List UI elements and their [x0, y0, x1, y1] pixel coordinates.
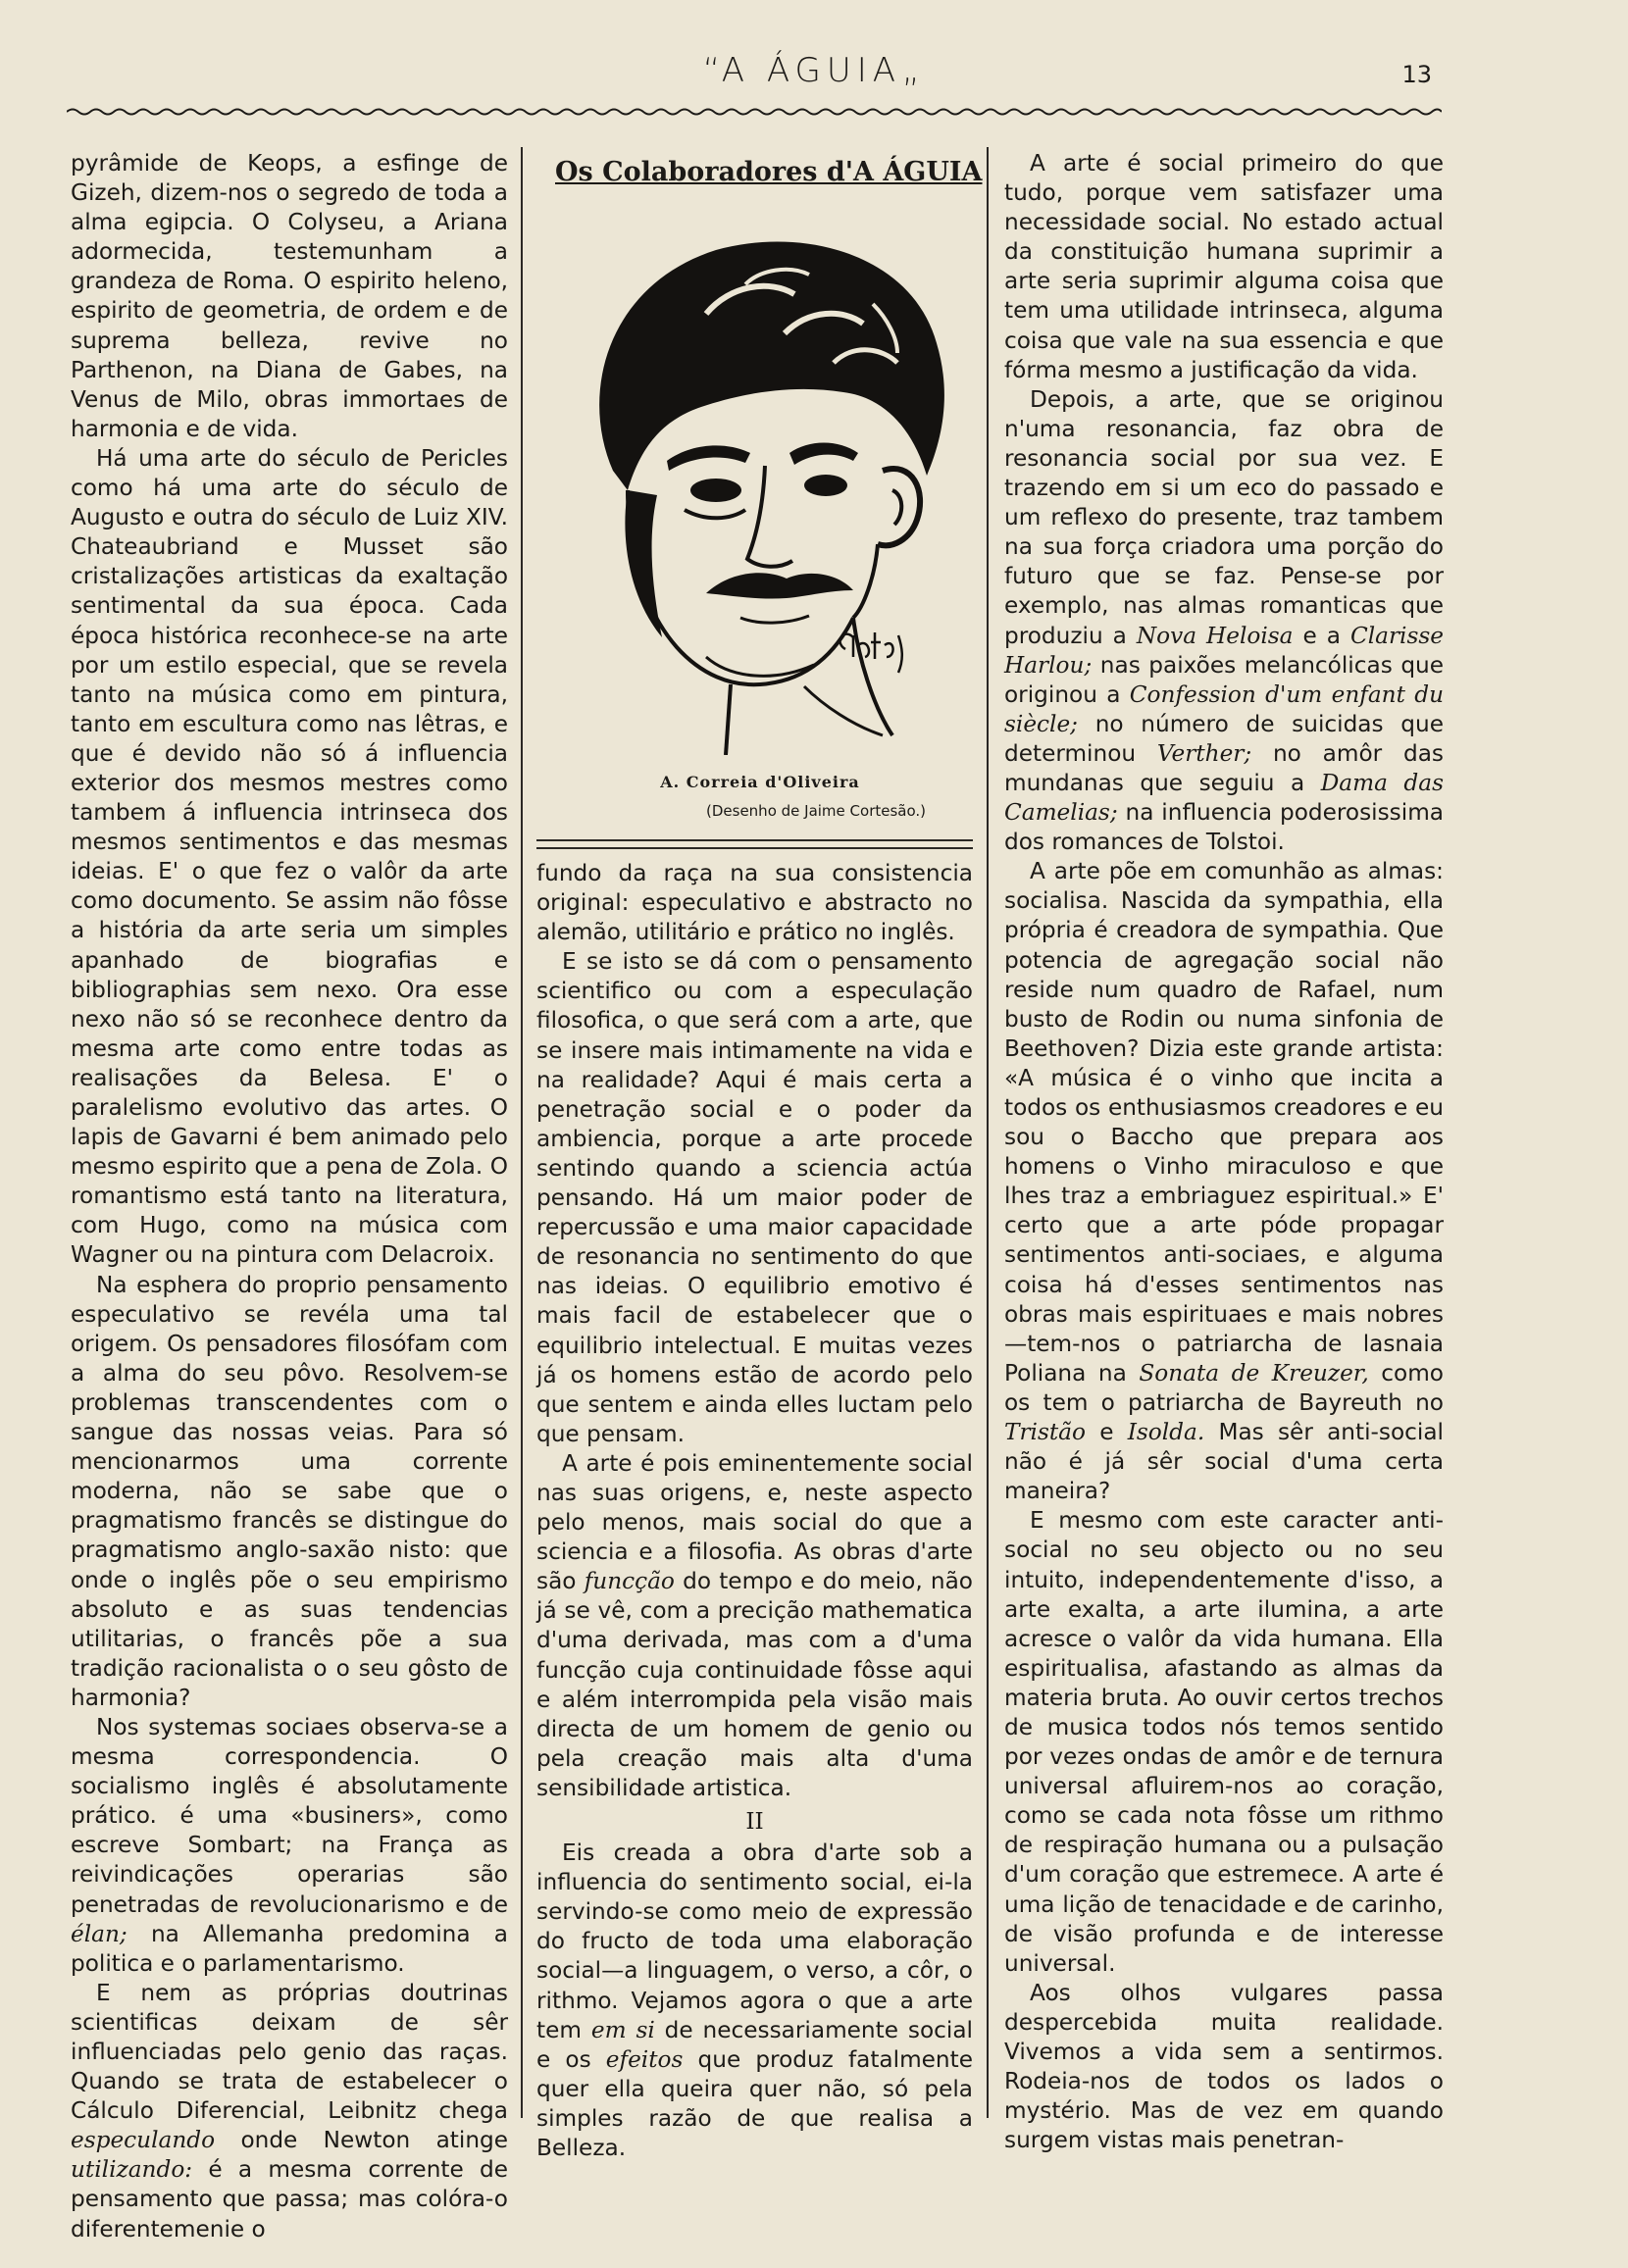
paragraph: A arte é social primeiro do que tudo, porque vem satisfazer uma necessidade social. No estado actual da constituição humana suprimir a arte seria suprimir alguma coisa que tem uma utilidade intrinseca, alguma coisa que vale na sua essencia e que fórma mesmo a justificação da vida. [1004, 150, 1444, 383]
portrait-drawing [559, 226, 971, 755]
paragraph: A arte é pois eminentemente social nas suas origens, e, neste aspecto pelo menos, mais social do que a sciencia e a filosofia. As obras d'arte são funcção do tempo e do meio, não já se vê, com a precição mathematica d'uma derivada, mas com a d'uma funcção cuja continuidade fôsse aqui e além interrompida pela visão mais directa de um homem de genio ou pela creação mais alta d'uma sensibilidade artistica. [536, 1449, 973, 1801]
column-left [71, 149, 508, 2244]
paragraph: E mesmo com este caracter anti-social no seu objecto ou no seu intuito, independentemente d'isso, a arte exalta, a arte ilumina, a arte acresce o valôr da vida humana. Ella espiritualisa, afastando as almas da materia bruta. Ao ouvir certos trechos de musica todos nós temos sentido por vezes ondas de amôr e de ternura universal afluirem-nos ao coração, como se cada nota fôsse um rithmo de respiração humana ou a pulsação d'um coração que estremece. A arte é uma lição de tenacidade e de carinho, de visão profunda e de interesse universal. [1004, 1507, 1444, 1977]
paragraph: Eis creada a obra d'arte sob a influencia do sentimento social, ei-la servindo-se como meio de expressão do fructo de toda uma elaboração social—a linguagem, o verso, a côr, o rithmo. Vejamos agora o que a arte tem em si de necessariamente social e os efeitos que produz fatalmente quer ella queira quer não, só pela simples razão de que realisa a Belleza. [536, 1840, 973, 2162]
running-title: “A ÁGUIA„ [702, 51, 926, 90]
column-middle [536, 859, 973, 2163]
header-wavy-rule [67, 106, 1442, 118]
portrait-caption-name: A. Correia d'Oliveira [660, 773, 860, 791]
column-divider [987, 147, 989, 2118]
paragraph: E nem as próprias doutrinas scientificas deixam de sêr influenciadas pelo genio das raças. Quando se trata de estabelecer o Cálculo Diferencial, Leibnitz chega especulando onde Newton atinge utilizando: é a mesma corrente de pensamento que passa; mas colóra-o diferentemenie o [71, 1979, 508, 2243]
paragraph: Nos systemas sociaes observa-se a mesma correspondencia. O socialismo inglês é absolutamente prático. é uma «businers», como escreve Sombart; na França as reivindicações operarias são penetradas de revolucionarismo e de élan; na Allemanha predomina a politica e o parlamentarismo. [71, 1713, 508, 1977]
section-number: II [745, 1808, 764, 1835]
column-divider [521, 147, 523, 2118]
box-rule [536, 847, 973, 849]
paragraph: Depois, a arte, que se originou n'uma resonancia, faz obra de resonancia social por sua vez. E trazendo em si um eco do passado e um reflexo do presente, traz tambem na sua força criadora uma porção do futuro que se faz. Pense-se por exemplo, nas almas romanticas que produziu a Nova Heloisa e a Clarisse Harlou; nas paixões melancólicas que originou a Confession d'um enfant du siècle; no número de suicidas que determinou Verther; no amôr das mundanas que seguiu a Dama das Camelias; na influencia poderosissima dos romances de Tolstoi. [1004, 385, 1445, 856]
paragraph: fundo da raça na sua consistencia original: especulativo e abstracto no alemão, utilitário e prático no inglês. [536, 860, 973, 946]
page-number: 13 [1401, 61, 1432, 88]
portrait-caption-credit: (Desenho de Jaime Cortesão.) [706, 802, 927, 820]
paragraph: E se isto se dá com o pensamento scientifico ou com a especulação filosofica, o que será com a arte, que se insere mais intimamente na vida e na realidade? Aqui é mais certa a penetração social e o poder da ambiencia, porque a arte procede sentindo quando a sciencia actúa pensando. Há um maior poder de repercussão e uma maior capacidade de resonancia no sentimento do que nas ideias. O equilibrio emotivo é mais facil de estabelecer que o equilibrio intelectual. E muitas vezes já os homens estão de acordo pelo que sentem e ainda elles luctam pelo que pensam. [536, 948, 973, 1447]
paragraph: pyrâmide de Keops, a esfinge de Gizeh, dizem-nos o segredo de toda a alma egipcia. O Colyseu, a Ariana adormecida, testemunham a grandeza de Roma. O espirito heleno, espirito de geometria, de ordem e de suprema belleza, revive no Parthenon, na Diana de Gabes, na Venus de Milo, obras immortaes de harmonia e de vida. [71, 150, 508, 442]
paragraph: Na esphera do proprio pensamento especulativo se revéla uma tal origem. Os pensadores filosófam com a alma do seu pôvo. Resolvem-se problemas transcendentes com o sangue das nossas veias. Para só mencionarmos uma corrente moderna, não se sabe que o pragmatismo francês se distingue do pragmatismo anglo-saxão nisto: que onde o inglês põe o seu empirismo absoluto e as suas tendencias utilitarias, o francês põe a sua tradição racionalista o o seu gôsto de harmonia? [71, 1271, 508, 1711]
column-right [1004, 149, 1444, 2155]
box-rule [536, 839, 973, 841]
paragraph: A arte põe em comunhão as almas: socialisa. Nascida da sympathia, ella própria é creadora de sympathia. Que potencia de agregação social não reside num quadro de Rafael, num busto de Rodin ou numa sinfonia de Beethoven? Dizia este grande artista: «A música é o vinho que incita a todos os enthusiasmos creadores e eu sou o Baccho que prepara aos homens o Vinho miraculoso e que lhes traz a embriaguez espiritual.» E' certo que a arte póde propagar sentimentos anti-sociaes, e alguma coisa há d'esses sentimentos nas obras mais espirituaes e mais nobres—tem-nos o patriarcha de lasnaia Poliana na Sonata de Kreuzer, como os tem o patriarcha de Bayreuth no Tristão e Isolda. Mas sêr anti-social não é já sêr social d'uma certa maneira? [1004, 858, 1445, 1505]
paragraph: Há uma arte do século de Pericles como há uma arte do século de Augusto e outra do século de Luiz XIV. Chateaubriand e Musset são cristalizações artisticas da exaltação sentimental da sua época. Cada época histórica reconhece-se na arte por um estilo especial, que se revela tanto na música como em pintura, tanto em escultura como nas lêtras, e que é devido não só á influencia exterior dos mesmos mestres como tambem á influencia intrinseca dos mesmos sentimentos e das mesmas ideias. E' o que fez o valôr da arte como documento. Se assim não fôsse a história da arte seria um simples apanhado de biografias e bibliographias sem nexo. Ora esse nexo não só se reconhece dentro da mesma arte como entre todas as realisações da Belesa. E' o paralelismo evolutivo das artes. O lapis de Gavarni é bem animado pelo mesmo espirito que a pena de Zola. O romantismo está tanto na literatura, com Hugo, como na música com Wagner ou na pintura com Delacroix. [71, 444, 508, 1269]
box-title: Os Colaboradores d'A ÁGUIA [555, 157, 983, 187]
paragraph: Aos olhos vulgares passa despercebida muita realidade. Vivemos a vida sem a sentirmos. Rodeia-nos de todos os lados o mystério. Mas de vez em quando surgem vistas mais penetran- [1004, 1979, 1444, 2154]
signature [840, 632, 902, 673]
